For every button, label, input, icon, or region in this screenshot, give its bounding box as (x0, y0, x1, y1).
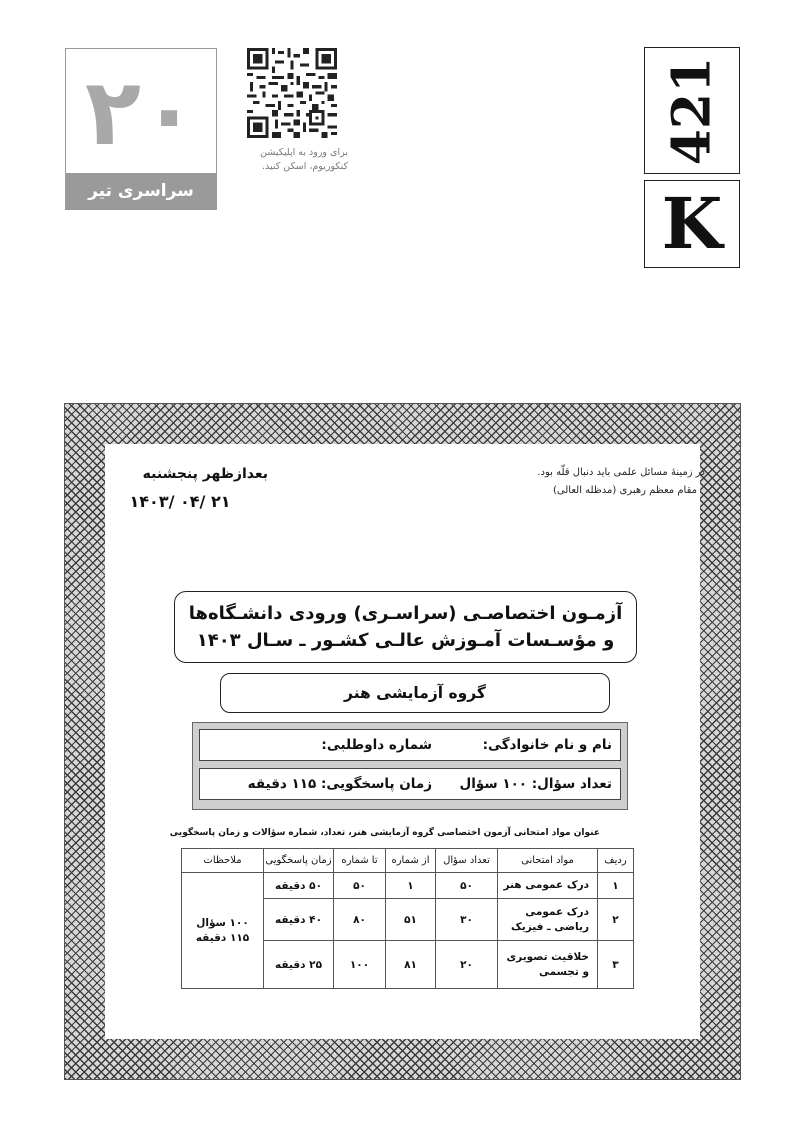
from-number: ۱ (386, 873, 436, 899)
header-subject: مواد امتحانی (498, 849, 598, 873)
subject-name: درک عمومی ریاضی ـ فیزیک (498, 899, 598, 941)
exam-number-badge (65, 48, 217, 237)
qr-caption: برای ورود به اپلیکیشن کنکوریوم، اسکن کنید. (260, 147, 348, 172)
answer-time: ۴۰ دقیقه (264, 899, 334, 941)
table-header-row (182, 849, 634, 873)
header-to: تا شماره (334, 849, 386, 873)
to-number: ۵۰ (334, 873, 386, 899)
answer-time: ۵۰ دقیقه (264, 873, 334, 899)
exam-title-line1: آزمـون اختصاصـی (سراسـری) ورودی دانشـگاه‌ها (188, 603, 623, 624)
quote-text: در زمینهٔ مسائل علمی باید دنبال قلّه بود. (537, 467, 705, 478)
quote-source: مقام معظم رهبری (مدظله العالی) (553, 485, 697, 496)
booklet-code: 421 (661, 56, 723, 165)
header-row-no: ردیف (598, 849, 634, 873)
from-number: ۵۱ (386, 899, 436, 941)
candidate-id-label: شماره داوطلبی: (321, 737, 432, 753)
booklet-letter: K (661, 182, 723, 265)
question-count: ۵۰ (436, 873, 498, 899)
row-number: ۳ (598, 941, 634, 989)
quote (465, 464, 705, 500)
from-number: ۸۱ (386, 941, 436, 989)
row-number: ۱ (598, 873, 634, 899)
exam-title-box (174, 591, 637, 663)
booklet-code-box (644, 47, 740, 174)
badge-subtitle: سراسری تیر ۱۴۰۳ (66, 173, 216, 209)
exam-group-title: گروه آزمایشی هنر (220, 673, 610, 713)
question-count: ۳۰ (436, 899, 498, 941)
name-row[interactable] (199, 729, 621, 761)
subjects-table-title: عنوان مواد امتحانی آزمون اختصاصی گروه آزمایشی هنر، تعداد، شماره سؤالات و زمان پاسخگویی (169, 828, 600, 838)
subject-name: درک عمومی هنر (498, 873, 598, 899)
candidate-info-form (192, 722, 628, 810)
header-time: زمان پاسخگویی (264, 849, 334, 873)
table-row (182, 873, 634, 899)
notes-total-questions: ۱۰۰ سؤال (196, 916, 249, 929)
to-number: ۸۰ (334, 899, 386, 941)
badge-number: ۲۰ (84, 59, 198, 166)
session-day: بعدازظهر پنجشنبه (142, 466, 268, 482)
notes-total-time: ۱۱۵ دقیقه (195, 931, 250, 944)
subject-name: خلاقیت تصویری و تجسمی (498, 941, 598, 989)
qr-code[interactable] (247, 48, 337, 138)
name-label: نام و نام خانوادگی: (482, 737, 612, 753)
subjects-table (181, 848, 634, 989)
answer-time: ۲۵ دقیقه (264, 941, 334, 989)
header-count: تعداد سؤال (436, 849, 498, 873)
to-number: ۱۰۰ (334, 941, 386, 989)
stats-row (199, 768, 621, 800)
exam-title-line2: و مؤسـسات آمـوزش عالـی کشـور ـ سـال ۱۴۰۳ (196, 630, 615, 651)
header-from: از شماره (386, 849, 436, 873)
booklet-letter-box (644, 180, 740, 268)
answer-time: زمان پاسخگویی: ۱۱۵ دقیقه (247, 776, 432, 792)
header-notes: ملاحظات (182, 849, 264, 873)
row-number: ۲ (598, 899, 634, 941)
question-count: تعداد سؤال: ۱۰۰ سؤال (459, 776, 612, 792)
session-date: ۱۴۰۳/ ۰۴/ ۲۱ (129, 492, 231, 511)
notes-cell (182, 873, 264, 989)
question-count: ۲۰ (436, 941, 498, 989)
